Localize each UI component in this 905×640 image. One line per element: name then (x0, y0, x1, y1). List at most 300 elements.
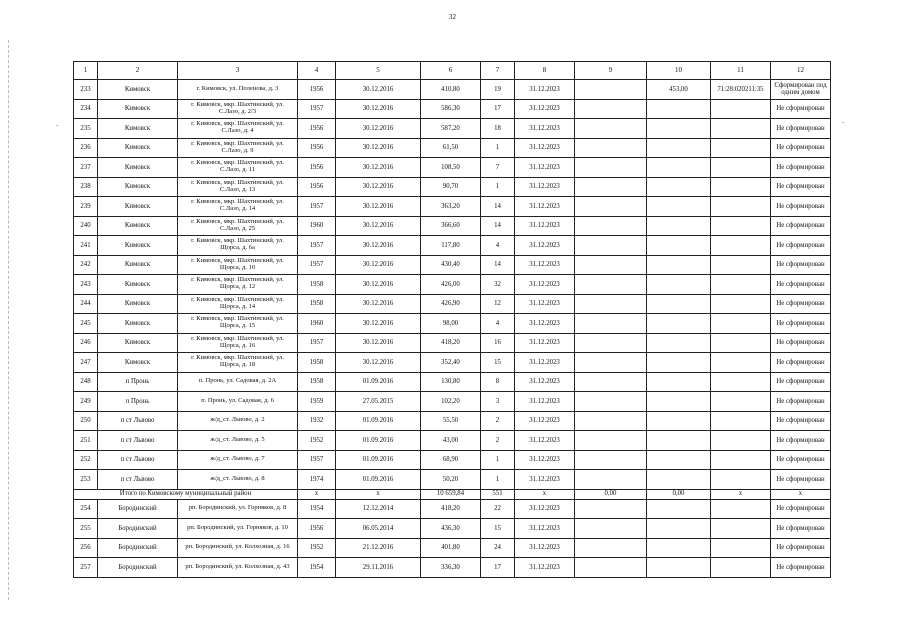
cell-row-number: 244 (74, 294, 98, 314)
cell-recognition-date: 30.12.2016 (336, 275, 421, 295)
cell-land-area: 453,00 (647, 80, 711, 100)
cell-row-number: 252 (74, 450, 98, 470)
cell-area: 336,30 (421, 558, 481, 578)
header-cell: 11 (711, 62, 771, 80)
header-cell: 1 (74, 62, 98, 80)
cell-settlement: п ст Львово (98, 450, 178, 470)
cell-land-status: Не сформирован (771, 431, 831, 451)
cell-cadastral-number (711, 499, 771, 519)
cell-cadastral-number (711, 138, 771, 158)
cell-row-number: 241 (74, 236, 98, 256)
cell-residents: 18 (481, 119, 515, 139)
cell-col-9 (575, 470, 647, 490)
cell-area: 117,80 (421, 236, 481, 256)
cell-col-9 (575, 138, 647, 158)
cell-row-number: 245 (74, 314, 98, 334)
cell-cadastral-number (711, 158, 771, 178)
cell-land-area (647, 255, 711, 275)
cell-residents: 4 (481, 236, 515, 256)
cell-land-status: Не сформирован (771, 314, 831, 334)
cell-recognition-date: 30.12.2016 (336, 99, 421, 119)
cell-address: п. Пронь, ул. Садовая, д. 2А (178, 372, 298, 392)
cell-row-number: 234 (74, 99, 98, 119)
cell-settlement: Бородинский (98, 519, 178, 539)
cell-year-built: 1956 (298, 158, 336, 178)
cell-resettlement-deadline: 31.12.2023 (515, 197, 575, 217)
cell-land-status: Не сформирован (771, 519, 831, 539)
cell-col-9 (575, 450, 647, 470)
table-row (74, 558, 831, 578)
header-cell: 8 (515, 62, 575, 80)
cell-land-status: Не сформирован (771, 558, 831, 578)
cell-row-number: 235 (74, 119, 98, 139)
cell-residents: 4 (481, 314, 515, 334)
table-row (74, 411, 831, 431)
cell-cadastral-number (711, 119, 771, 139)
cell-cadastral-number (711, 431, 771, 451)
cell-settlement: Кимовск (98, 314, 178, 334)
cell-year-built: 1958 (298, 353, 336, 373)
cell-resettlement-deadline: 31.12.2023 (515, 216, 575, 236)
cell-year-built: 1960 (298, 314, 336, 334)
cell-area: 98,00 (421, 314, 481, 334)
cell-residents: 16 (481, 333, 515, 353)
total-cell-c11: х (711, 489, 771, 499)
cell-area: 108,50 (421, 158, 481, 178)
cell-land-area (647, 353, 711, 373)
cell-year-built: 1952 (298, 431, 336, 451)
cell-residents: 1 (481, 470, 515, 490)
cell-land-area (647, 558, 711, 578)
cell-settlement: Бородинский (98, 538, 178, 558)
cell-year-built: 1958 (298, 294, 336, 314)
cell-land-area (647, 411, 711, 431)
table-row (74, 80, 831, 100)
cell-resettlement-deadline: 31.12.2023 (515, 177, 575, 197)
cell-land-status: Не сформирован (771, 411, 831, 431)
table-row (74, 177, 831, 197)
cell-year-built: 1956 (298, 519, 336, 539)
cell-col-9 (575, 431, 647, 451)
total-cell-c8: х (515, 489, 575, 499)
cell-year-built: 1957 (298, 99, 336, 119)
cell-land-area (647, 538, 711, 558)
cell-resettlement-deadline: 31.12.2023 (515, 314, 575, 334)
cell-land-area (647, 294, 711, 314)
cell-col-9 (575, 314, 647, 334)
cell-col-9 (575, 275, 647, 295)
scan-mark-right: - (842, 118, 845, 126)
cell-land-area (647, 431, 711, 451)
cell-resettlement-deadline: 31.12.2023 (515, 392, 575, 412)
cell-area: 352,40 (421, 353, 481, 373)
cell-land-status: Не сформирован (771, 236, 831, 256)
cell-year-built: 1954 (298, 558, 336, 578)
table-row (74, 99, 831, 119)
cell-recognition-date: 06.05.2014 (336, 519, 421, 539)
cell-col-9 (575, 411, 647, 431)
cell-residents: 1 (481, 450, 515, 470)
cell-land-status: Не сформирован (771, 499, 831, 519)
cell-col-9 (575, 99, 647, 119)
registry-table (73, 61, 831, 578)
cell-recognition-date: 30.12.2016 (336, 216, 421, 236)
cell-cadastral-number (711, 450, 771, 470)
cell-settlement: Бородинский (98, 499, 178, 519)
cell-residents: 19 (481, 80, 515, 100)
total-cell-c6: 10 659,84 (421, 489, 481, 499)
cell-land-status: Не сформирован (771, 138, 831, 158)
cell-settlement: п Пронь (98, 372, 178, 392)
table-row (74, 431, 831, 451)
cell-recognition-date: 12.12.2014 (336, 499, 421, 519)
cell-land-area (647, 333, 711, 353)
cell-col-9 (575, 255, 647, 275)
table-row (74, 333, 831, 353)
cell-resettlement-deadline: 31.12.2023 (515, 236, 575, 256)
cell-address: г. Кимовск, мкр. Шахтинский, ул. С.Лазо, д. 9 (178, 138, 298, 158)
cell-land-status: Не сформирован (771, 294, 831, 314)
table-row (74, 138, 831, 158)
cell-land-area (647, 470, 711, 490)
cell-residents: 1 (481, 177, 515, 197)
cell-land-status: Не сформирован (771, 197, 831, 217)
cell-address: г. Кимовск, мкр. Шахтинский, ул. Щорса, д. 12 (178, 275, 298, 295)
cell-land-area (647, 314, 711, 334)
cell-settlement: п ст Львово (98, 431, 178, 451)
cell-resettlement-deadline: 31.12.2023 (515, 294, 575, 314)
cell-recognition-date: 01.09.2016 (336, 372, 421, 392)
cell-land-area (647, 372, 711, 392)
cell-settlement: Кимовск (98, 255, 178, 275)
scan-mark-left: - (56, 121, 59, 129)
cell-land-area (647, 216, 711, 236)
cell-cadastral-number (711, 372, 771, 392)
cell-address: г. Кимовск, ул. Поленова, д. 3 (178, 80, 298, 100)
cell-recognition-date: 30.12.2016 (336, 236, 421, 256)
cell-recognition-date: 30.12.2016 (336, 353, 421, 373)
cell-cadastral-number (711, 314, 771, 334)
cell-col-9 (575, 519, 647, 539)
cell-row-number: 242 (74, 255, 98, 275)
cell-resettlement-deadline: 31.12.2023 (515, 119, 575, 139)
cell-resettlement-deadline: 31.12.2023 (515, 353, 575, 373)
cell-resettlement-deadline: 31.12.2023 (515, 519, 575, 539)
cell-year-built: 1960 (298, 216, 336, 236)
cell-col-9 (575, 216, 647, 236)
page-number: 32 (449, 13, 456, 21)
cell-row-number: 248 (74, 372, 98, 392)
cell-resettlement-deadline: 31.12.2023 (515, 138, 575, 158)
cell-row-number: 247 (74, 353, 98, 373)
header-cell: 9 (575, 62, 647, 80)
cell-row-number: 249 (74, 392, 98, 412)
header-cell: 5 (336, 62, 421, 80)
cell-col-9 (575, 158, 647, 178)
header-cell: 12 (771, 62, 831, 80)
cell-col-9 (575, 558, 647, 578)
cell-col-9 (575, 392, 647, 412)
cell-address: г. Кимовск, мкр. Шахтинский, ул. Щорса, д. 16 (178, 333, 298, 353)
total-cell-c7: 551 (481, 489, 515, 499)
cell-residents: 1 (481, 138, 515, 158)
cell-row-number: 255 (74, 519, 98, 539)
cell-resettlement-deadline: 31.12.2023 (515, 431, 575, 451)
cell-recognition-date: 01.09.2016 (336, 470, 421, 490)
cell-residents: 32 (481, 275, 515, 295)
table-row (74, 314, 831, 334)
cell-land-status: Сформирован под одним домом (771, 80, 831, 100)
cell-land-status: Не сформирован (771, 216, 831, 236)
cell-row-number: 253 (74, 470, 98, 490)
table-row (74, 294, 831, 314)
cell-recognition-date: 30.12.2016 (336, 138, 421, 158)
cell-area: 61,50 (421, 138, 481, 158)
cell-col-9 (575, 333, 647, 353)
cell-row-number: 239 (74, 197, 98, 217)
cell-year-built: 1957 (298, 236, 336, 256)
table-row (74, 519, 831, 539)
cell-year-built: 1974 (298, 470, 336, 490)
cell-recognition-date: 30.12.2016 (336, 294, 421, 314)
cell-resettlement-deadline: 31.12.2023 (515, 558, 575, 578)
table-row (74, 353, 831, 373)
cell-year-built: 1957 (298, 197, 336, 217)
cell-col-9 (575, 80, 647, 100)
cell-residents: 7 (481, 158, 515, 178)
cell-area: 426,00 (421, 275, 481, 295)
cell-col-9 (575, 353, 647, 373)
cell-row-number: 243 (74, 275, 98, 295)
cell-col-9 (575, 538, 647, 558)
table-row (74, 216, 831, 236)
cell-address: г. Кимовск, мкр. Шахтинский, ул. С.Лазо, д. 25 (178, 216, 298, 236)
cell-row-number: 246 (74, 333, 98, 353)
cell-address: г. Кимовск, мкр. Шахтинский, ул. С.Лазо, д. 2/3 (178, 99, 298, 119)
cell-cadastral-number (711, 216, 771, 236)
cell-address: г. Кимовск, мкр. Шахтинский, ул. Щорса, д. 10 (178, 255, 298, 275)
cell-cadastral-number (711, 411, 771, 431)
cell-land-status: Не сформирован (771, 158, 831, 178)
cell-resettlement-deadline: 31.12.2023 (515, 538, 575, 558)
cell-col-9 (575, 197, 647, 217)
total-label: Итого по Кимовскому муниципальный район (74, 489, 298, 499)
table-row (74, 392, 831, 412)
table-row (74, 275, 831, 295)
cell-resettlement-deadline: 31.12.2023 (515, 499, 575, 519)
table-row (74, 499, 831, 519)
cell-settlement: Кимовск (98, 216, 178, 236)
cell-residents: 17 (481, 558, 515, 578)
cell-settlement: п ст Львово (98, 470, 178, 490)
cell-cadastral-number (711, 294, 771, 314)
cell-area: 418,20 (421, 499, 481, 519)
cell-recognition-date: 27.05.2015 (336, 392, 421, 412)
total-cell-c4: х (298, 489, 336, 499)
cell-row-number: 236 (74, 138, 98, 158)
total-row (74, 489, 831, 499)
cell-resettlement-deadline: 31.12.2023 (515, 275, 575, 295)
cell-col-9 (575, 119, 647, 139)
cell-resettlement-deadline: 31.12.2023 (515, 333, 575, 353)
total-cell-c9: 0,00 (575, 489, 647, 499)
cell-cadastral-number (711, 197, 771, 217)
cell-land-status: Не сформирован (771, 372, 831, 392)
cell-address: ж/д_ст. Львово, д. 8 (178, 470, 298, 490)
cell-year-built: 1956 (298, 119, 336, 139)
cell-area: 55,50 (421, 411, 481, 431)
cell-settlement: Кимовск (98, 138, 178, 158)
table-row (74, 470, 831, 490)
header-cell: 3 (178, 62, 298, 80)
cell-resettlement-deadline: 31.12.2023 (515, 450, 575, 470)
cell-year-built: 1958 (298, 372, 336, 392)
cell-recognition-date: 29.11.2016 (336, 558, 421, 578)
cell-residents: 14 (481, 216, 515, 236)
cell-area: 43,00 (421, 431, 481, 451)
cell-residents: 24 (481, 538, 515, 558)
cell-year-built: 1932 (298, 411, 336, 431)
cell-recognition-date: 30.12.2016 (336, 255, 421, 275)
cell-row-number: 254 (74, 499, 98, 519)
cell-area: 418,20 (421, 333, 481, 353)
cell-cadastral-number (711, 99, 771, 119)
cell-address: ж/д_ст. Львово, д. 5 (178, 431, 298, 451)
header-cell: 2 (98, 62, 178, 80)
table-row (74, 538, 831, 558)
cell-recognition-date: 30.12.2016 (336, 80, 421, 100)
cell-row-number: 233 (74, 80, 98, 100)
cell-resettlement-deadline: 31.12.2023 (515, 470, 575, 490)
cell-area: 430,40 (421, 255, 481, 275)
cell-land-area (647, 177, 711, 197)
cell-recognition-date: 21.12.2016 (336, 538, 421, 558)
cell-settlement: Кимовск (98, 119, 178, 139)
cell-residents: 2 (481, 431, 515, 451)
cell-settlement: п Пронь (98, 392, 178, 412)
column-number-header (74, 62, 831, 80)
cell-address: г. Кимовск, мкр. Шахтинский, ул. Щорса, д. 14 (178, 294, 298, 314)
cell-year-built: 1957 (298, 255, 336, 275)
cell-settlement: Бородинский (98, 558, 178, 578)
cell-cadastral-number (711, 558, 771, 578)
cell-address: рп. Бородинский, ул. Горняков, д. 10 (178, 519, 298, 539)
cell-col-9 (575, 499, 647, 519)
header-cell: 4 (298, 62, 336, 80)
cell-recognition-date: 30.12.2016 (336, 177, 421, 197)
cell-land-area (647, 197, 711, 217)
cell-area: 426,90 (421, 294, 481, 314)
cell-land-area (647, 236, 711, 256)
cell-row-number: 257 (74, 558, 98, 578)
cell-area: 587,20 (421, 119, 481, 139)
cell-row-number: 250 (74, 411, 98, 431)
cell-recognition-date: 30.12.2016 (336, 158, 421, 178)
cell-land-area (647, 519, 711, 539)
cell-year-built: 1957 (298, 450, 336, 470)
cell-land-area (647, 275, 711, 295)
cell-land-status: Не сформирован (771, 119, 831, 139)
cell-address: рп. Бородинский, ул. Колхозная, д. 43 (178, 558, 298, 578)
table-row (74, 236, 831, 256)
cell-area: 90,70 (421, 177, 481, 197)
cell-area: 363,20 (421, 197, 481, 217)
cell-col-9 (575, 177, 647, 197)
table-row (74, 372, 831, 392)
cell-address: г. Кимовск, мкр. Шахтинский, ул. Щорса, д. 18 (178, 353, 298, 373)
cell-row-number: 240 (74, 216, 98, 236)
cell-cadastral-number: 71:28:020211:35 (711, 80, 771, 100)
cell-cadastral-number (711, 236, 771, 256)
cell-recognition-date: 01.09.2016 (336, 431, 421, 451)
cell-address: п. Пронь, ул. Садовая, д. 6 (178, 392, 298, 412)
cell-settlement: Кимовск (98, 99, 178, 119)
cell-address: ж/д_ст. Львово, д. 2 (178, 411, 298, 431)
cell-row-number: 256 (74, 538, 98, 558)
cell-settlement: Кимовск (98, 177, 178, 197)
cell-cadastral-number (711, 275, 771, 295)
cell-address: рп. Бородинский, ул. Колхозная, д. 16 (178, 538, 298, 558)
cell-land-area (647, 450, 711, 470)
binding-margin-line (8, 40, 10, 600)
cell-settlement: п ст Львово (98, 411, 178, 431)
cell-land-status: Не сформирован (771, 255, 831, 275)
table-row (74, 255, 831, 275)
cell-year-built: 1956 (298, 80, 336, 100)
cell-recognition-date: 01.09.2016 (336, 411, 421, 431)
cell-address: г. Кимовск, мкр. Шахтинский, ул. С.Лазо, д. 14 (178, 197, 298, 217)
cell-land-area (647, 99, 711, 119)
cell-residents: 2 (481, 411, 515, 431)
cell-land-status: Не сформирован (771, 392, 831, 412)
cell-recognition-date: 30.12.2016 (336, 314, 421, 334)
cell-resettlement-deadline: 31.12.2023 (515, 99, 575, 119)
cell-recognition-date: 30.12.2016 (336, 119, 421, 139)
cell-area: 410,80 (421, 80, 481, 100)
cell-residents: 12 (481, 294, 515, 314)
cell-row-number: 238 (74, 177, 98, 197)
cell-cadastral-number (711, 519, 771, 539)
cell-cadastral-number (711, 392, 771, 412)
cell-land-status: Не сформирован (771, 275, 831, 295)
cell-land-status: Не сформирован (771, 470, 831, 490)
cell-cadastral-number (711, 333, 771, 353)
cell-area: 50,20 (421, 470, 481, 490)
cell-resettlement-deadline: 31.12.2023 (515, 411, 575, 431)
cell-settlement: Кимовск (98, 333, 178, 353)
cell-residents: 17 (481, 99, 515, 119)
cell-address: рп. Бородинский, ул. Горняков, д. 8 (178, 499, 298, 519)
total-cell-c5: х (336, 489, 421, 499)
cell-settlement: Кимовск (98, 275, 178, 295)
cell-settlement: Кимовск (98, 353, 178, 373)
cell-address: г. Кимовск, мкр. Шахтинский, ул. С.Лазо, д. 4 (178, 119, 298, 139)
cell-residents: 15 (481, 519, 515, 539)
cell-col-9 (575, 236, 647, 256)
cell-resettlement-deadline: 31.12.2023 (515, 80, 575, 100)
cell-settlement: Кимовск (98, 294, 178, 314)
cell-cadastral-number (711, 177, 771, 197)
cell-area: 586,30 (421, 99, 481, 119)
cell-col-9 (575, 294, 647, 314)
cell-residents: 22 (481, 499, 515, 519)
cell-year-built: 1957 (298, 333, 336, 353)
cell-cadastral-number (711, 353, 771, 373)
cell-land-area (647, 119, 711, 139)
table-row (74, 450, 831, 470)
cell-land-area (647, 392, 711, 412)
cell-year-built: 1952 (298, 538, 336, 558)
